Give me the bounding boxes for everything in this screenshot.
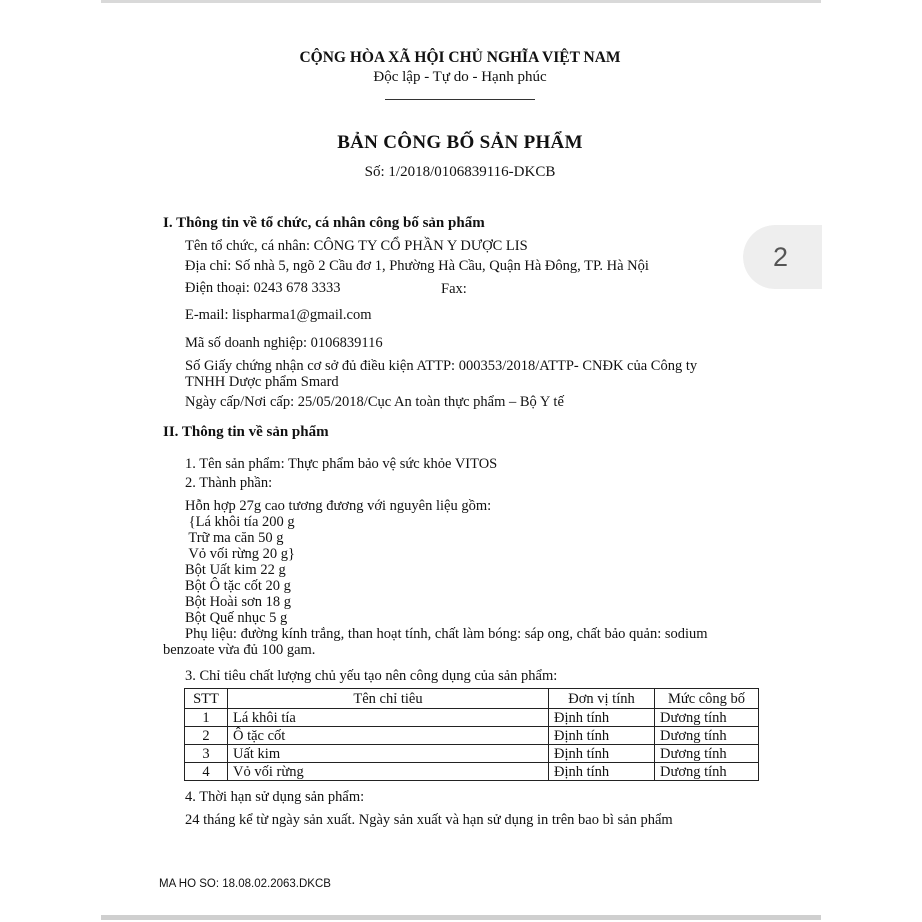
top-divider [101, 0, 821, 3]
composition-line: Bột Uất kim 22 g [185, 562, 286, 578]
table-cell: Định tính [549, 763, 655, 781]
shelf-life-text: 24 tháng kể từ ngày sản xuất. Ngày sản xuất và hạn sử dụng in trên bao bì sản phẩm [185, 812, 673, 828]
org-email: E-mail: lispharma1@gmail.com [185, 307, 372, 323]
table-cell: 2 [185, 727, 228, 745]
quality-table [184, 688, 759, 781]
table-header: Đơn vị tính [549, 689, 655, 709]
table-cell: 3 [185, 745, 228, 763]
table-cell: Định tính [549, 727, 655, 745]
header-rule [385, 99, 535, 100]
composition-line: Trữ ma căn 50 g [185, 530, 284, 546]
composition-label: 2. Thành phần: [185, 475, 273, 491]
org-address: Địa chỉ: Số nhà 5, ngõ 2 Cầu đơ 1, Phường Hà Cầu, Quận Hà Đông, TP. Hà Nội [185, 258, 649, 274]
shelf-life-label: 4. Thời hạn sử dụng sản phẩm: [185, 789, 365, 805]
cert-line-2: TNHH Dược phẩm Smard [185, 374, 339, 390]
table-cell: 4 [185, 763, 228, 781]
table-row [185, 745, 759, 763]
table-header: Tên chỉ tiêu [228, 689, 549, 709]
issued-info: Ngày cấp/Nơi cấp: 25/05/2018/Cục An toàn thực phẩm – Bộ Y tế [185, 394, 564, 410]
composition-line: Bột Quế nhục 5 g [185, 610, 288, 626]
national-header: CỘNG HÒA XÃ HỘI CHỦ NGHĨA VIỆT NAM [299, 49, 621, 66]
table-header: Mức công bố [655, 689, 759, 709]
table-row [185, 763, 759, 781]
org-name: Tên tổ chức, cá nhân: CÔNG TY CỔ PHẦN Y DƯỢC LIS [185, 238, 528, 254]
cert-line-1: Số Giấy chứng nhận cơ sở đủ điều kiện ATTP: 000353/2018/ATTP- CNĐK của Công ty [185, 358, 698, 374]
composition-line: Vỏ vối rừng 20 g} [185, 546, 296, 562]
composition-line: Hỗn hợp 27g cao tương đương với nguyên liệu gồm: [185, 498, 492, 514]
section1-heading: I. Thông tin về tổ chức, cá nhân công bố sản phẩm [163, 215, 485, 231]
org-fax: Fax: [441, 281, 467, 297]
document-title: BẢN CÔNG BỐ SẢN PHẨM [337, 132, 583, 153]
composition-line: Bột Ô tặc cốt 20 g [185, 578, 291, 594]
table-cell: Dương tính [655, 763, 759, 781]
document-number: Số: 1/2018/0106839116-DKCB [364, 164, 556, 180]
table-cell: Ô tặc cốt [228, 727, 549, 745]
table-cell: Dương tính [655, 745, 759, 763]
table-header-row [185, 689, 759, 709]
page-number-badge [743, 225, 822, 289]
table-cell: Dương tính [655, 709, 759, 727]
file-code: MA HO SO: 18.08.02.2063.DKCB [159, 878, 331, 890]
table-cell: Định tính [549, 745, 655, 763]
product-name: 1. Tên sản phẩm: Thực phẩm bảo vệ sức khỏe VITOS [185, 456, 498, 472]
national-motto: Độc lập - Tự do - Hạnh phúc [373, 69, 547, 85]
excipients-line-1: Phụ liệu: đường kính trắng, than hoạt tính, chất làm bóng: sáp ong, chất bảo quản: sodium [185, 626, 708, 642]
bottom-divider [101, 915, 821, 920]
tax-code: Mã số doanh nghiệp: 0106839116 [185, 335, 383, 351]
table-row [185, 727, 759, 745]
table-cell: 1 [185, 709, 228, 727]
table-cell: Lá khôi tía [228, 709, 549, 727]
composition-line: {Lá khôi tía 200 g [185, 514, 295, 530]
table-cell: Uất kim [228, 745, 549, 763]
section2-heading: II. Thông tin về sản phẩm [163, 424, 329, 440]
page-number: 2 [773, 241, 789, 272]
table-cell: Định tính [549, 709, 655, 727]
table-row [185, 709, 759, 727]
table-cell: Vỏ vối rừng [228, 763, 549, 781]
excipients-line-2: benzoate vừa đủ 100 gam. [163, 642, 316, 658]
quality-label: 3. Chỉ tiêu chất lượng chủ yếu tạo nên công dụng của sản phẩm: [185, 668, 558, 684]
table-cell: Dương tính [655, 727, 759, 745]
table-header: STT [185, 689, 228, 709]
composition-line: Bột Hoài sơn 18 g [185, 594, 291, 610]
org-phone: Điện thoại: 0243 678 3333 [185, 280, 341, 296]
